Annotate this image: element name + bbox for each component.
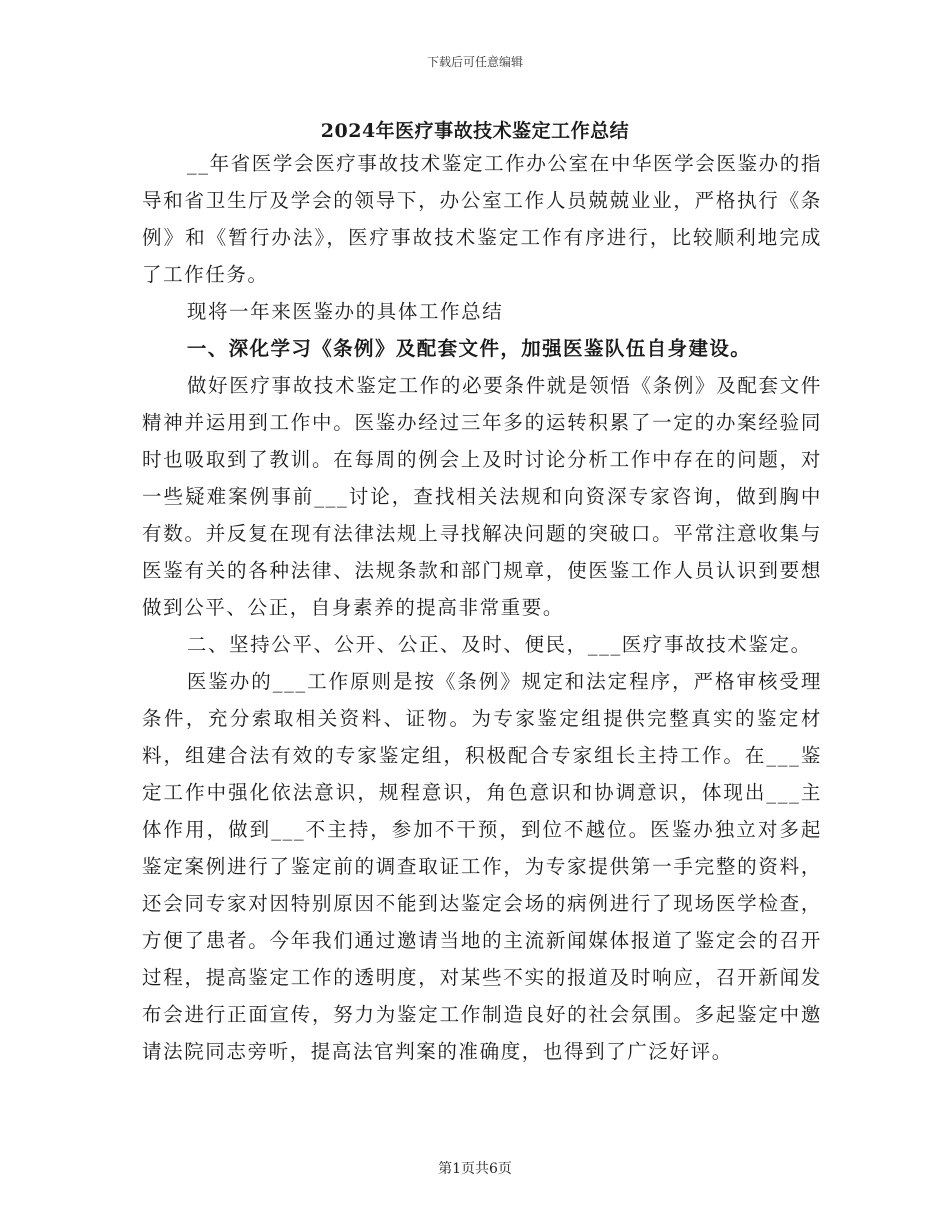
section-heading-1: 一、深化学习《条例》及配套文件，加强医鉴队伍自身建设。 [186,337,752,360]
document-body [142,145,822,1070]
document-title: 2024年医疗事故技术鉴定工作总结 [320,120,630,142]
header-note: 下载后可任意编辑 [426,55,523,69]
paragraph-summary-lead: 现将一年来医鉴办的具体工作总结 [186,300,504,323]
paragraph-section-1: 做好医疗事故技术鉴定工作的必要条件就是领悟《条例》及配套文件精神并运用到工作中。医鉴办经过三年多的运转积累了一定的办案经验同时也吸取到了教训。在每周的例会上及时讨论分析工作中存在的问题，对一些疑难案例事前___讨论，查找相关法规和向资深专家咨询，做到胸中有数。并反复在现有法律法规上寻找解决问题的突破口。平常注意收集与医鉴有关的各种法律、法规条款和部门规章，使医鉴工作人员认识到要想做到公平、公正，自身素养的提高非常重要。 [142,374,822,619]
paragraph-intro: __年省医学会医疗事故技术鉴定工作办公室在中华医学会医鉴办的指导和省卫生厅及学会的领导下，办公室工作人员兢兢业业，严格执行《条例》和《暂行办法》，医疗事故技术鉴定工作有序进行，比较顺利地完成了工作任务。 [142,152,822,286]
section-heading-2: 二、坚持公平、公开、公正、及时、便民，___医疗事故技术鉴定。 [186,633,812,656]
paragraph-section-2: 医鉴办的___工作原则是按《条例》规定和法定程序，严格审核受理条件，充分索取相关资料、证物。为专家鉴定组提供完整真实的鉴定材料，组建合法有效的专家鉴定组，积极配合专家组长主持工作。在___鉴定工作中强化依法意识，规程意识，角色意识和协调意识，体现出___主体作用，做到___不主持，参加不干预，到位不越位。医鉴办独立对多起鉴定案例进行了鉴定前的调查取证工作，为专家提供第一手完整的资料，还会同专家对因特别原因不能到达鉴定会场的病例进行了现场医学检查，方便了患者。今年我们通过邀请当地的主流新闻媒体报道了鉴定会的召开过程，提高鉴定工作的透明度，对某些不实的报道及时响应，召开新闻发布会进行正面宣传，努力为鉴定工作制造良好的社会氛围。多起鉴定中邀请法院同志旁听，提高法官判案的准确度，也得到了广泛好评。 [142,670,822,1063]
page-footer: 第1页共6页 [438,1161,512,1177]
